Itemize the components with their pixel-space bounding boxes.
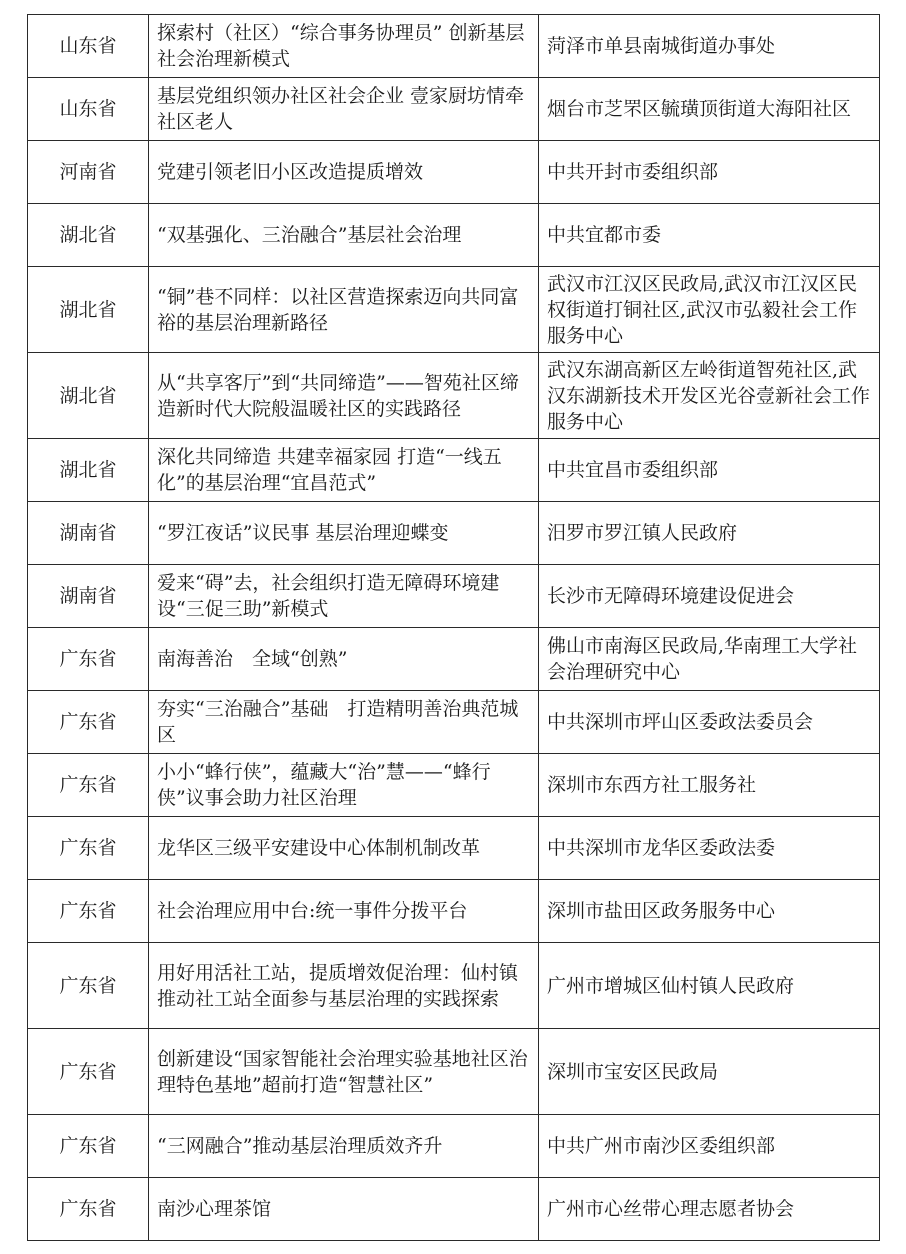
table-row: [28, 1178, 880, 1241]
unit-cell: 广州市心丝带心理志愿者协会: [539, 1178, 880, 1241]
province-cell: 湖北省: [28, 353, 149, 439]
project-cell: 从“共享客厅”到“共同缔造”——智苑社区缔造新时代大院般温暖社区的实践路径: [149, 353, 539, 439]
table-row: [28, 204, 880, 267]
unit-cell: 武汉东湖高新区左岭街道智苑社区,武汉东湖新技术开发区光谷壹新社会工作服务中心: [539, 353, 880, 439]
table-row: [28, 943, 880, 1029]
province-cell: 湖北省: [28, 204, 149, 267]
province-cell: 广东省: [28, 754, 149, 817]
province-cell: 广东省: [28, 880, 149, 943]
unit-cell: 烟台市芝罘区毓璜顶街道大海阳社区: [539, 78, 880, 141]
table-row: [28, 15, 880, 78]
province-cell: 河南省: [28, 141, 149, 204]
project-cell: 南沙心理茶馆: [149, 1178, 539, 1241]
table-row: [28, 1115, 880, 1178]
province-cell: 广东省: [28, 1178, 149, 1241]
table-row: [28, 880, 880, 943]
unit-cell: 深圳市宝安区民政局: [539, 1029, 880, 1115]
project-cell: “双基强化、三治融合”基层社会治理: [149, 204, 539, 267]
unit-cell: 广州市增城区仙村镇人民政府: [539, 943, 880, 1029]
project-table: [27, 14, 880, 1241]
unit-cell: 中共宜都市委: [539, 204, 880, 267]
unit-cell: 深圳市盐田区政务服务中心: [539, 880, 880, 943]
project-cell: 夯实“三治融合”基础 打造精明善治典范城区: [149, 691, 539, 754]
table-row: [28, 141, 880, 204]
province-cell: 广东省: [28, 691, 149, 754]
unit-cell: 中共广州市南沙区委组织部: [539, 1115, 880, 1178]
table-row: [28, 817, 880, 880]
project-cell: 小小“蜂行侠”，蕴藏大“治”慧——“蜂行侠”议事会助力社区治理: [149, 754, 539, 817]
table-row: [28, 439, 880, 502]
unit-cell: 中共深圳市龙华区委政法委: [539, 817, 880, 880]
project-cell: 创新建设“国家智能社会治理实验基地社区治理特色基地”超前打造“智慧社区”: [149, 1029, 539, 1115]
table-row: [28, 353, 880, 439]
table-row: [28, 78, 880, 141]
province-cell: 湖北省: [28, 267, 149, 353]
table-row: [28, 502, 880, 565]
unit-cell: 菏泽市单县南城街道办事处: [539, 15, 880, 78]
project-cell: 用好用活社工站，提质增效促治理：仙村镇推动社工站全面参与基层治理的实践探索: [149, 943, 539, 1029]
province-cell: 湖南省: [28, 502, 149, 565]
province-cell: 广东省: [28, 628, 149, 691]
unit-cell: 中共开封市委组织部: [539, 141, 880, 204]
project-cell: “罗江夜话”议民事 基层治理迎蝶变: [149, 502, 539, 565]
project-cell: “三网融合”推动基层治理质效齐升: [149, 1115, 539, 1178]
province-cell: 山东省: [28, 15, 149, 78]
table-row: [28, 628, 880, 691]
project-cell: 党建引领老旧小区改造提质增效: [149, 141, 539, 204]
table-row: [28, 565, 880, 628]
project-cell: “铜”巷不同样：以社区营造探索迈向共同富裕的基层治理新路径: [149, 267, 539, 353]
province-cell: 广东省: [28, 943, 149, 1029]
project-cell: 南海善治 全域“创熟”: [149, 628, 539, 691]
unit-cell: 中共宜昌市委组织部: [539, 439, 880, 502]
province-cell: 广东省: [28, 1029, 149, 1115]
table-row: [28, 691, 880, 754]
table-row: [28, 1029, 880, 1115]
province-cell: 湖北省: [28, 439, 149, 502]
unit-cell: 佛山市南海区民政局,华南理工大学社会治理研究中心: [539, 628, 880, 691]
project-cell: 深化共同缔造 共建幸福家园 打造“一线五化”的基层治理“宜昌范式”: [149, 439, 539, 502]
province-cell: 广东省: [28, 1115, 149, 1178]
table-row: [28, 267, 880, 353]
project-cell: 社会治理应用中台:统一事件分拨平台: [149, 880, 539, 943]
unit-cell: 汨罗市罗江镇人民政府: [539, 502, 880, 565]
unit-cell: 长沙市无障碍环境建设促进会: [539, 565, 880, 628]
unit-cell: 深圳市东西方社工服务社: [539, 754, 880, 817]
project-cell: 基层党组织领办社区社会企业 壹家厨坊情牵社区老人: [149, 78, 539, 141]
province-cell: 山东省: [28, 78, 149, 141]
project-cell: 龙华区三级平安建设中心体制机制改革: [149, 817, 539, 880]
unit-cell: 武汉市江汉区民政局,武汉市江汉区民权街道打铜社区,武汉市弘毅社会工作服务中心: [539, 267, 880, 353]
project-cell: 爱来“碍”去，社会组织打造无障碍环境建设“三促三助”新模式: [149, 565, 539, 628]
project-cell: 探索村（社区）“综合事务协理员” 创新基层社会治理新模式: [149, 15, 539, 78]
province-cell: 湖南省: [28, 565, 149, 628]
unit-cell: 中共深圳市坪山区委政法委员会: [539, 691, 880, 754]
table-row: [28, 754, 880, 817]
province-cell: 广东省: [28, 817, 149, 880]
